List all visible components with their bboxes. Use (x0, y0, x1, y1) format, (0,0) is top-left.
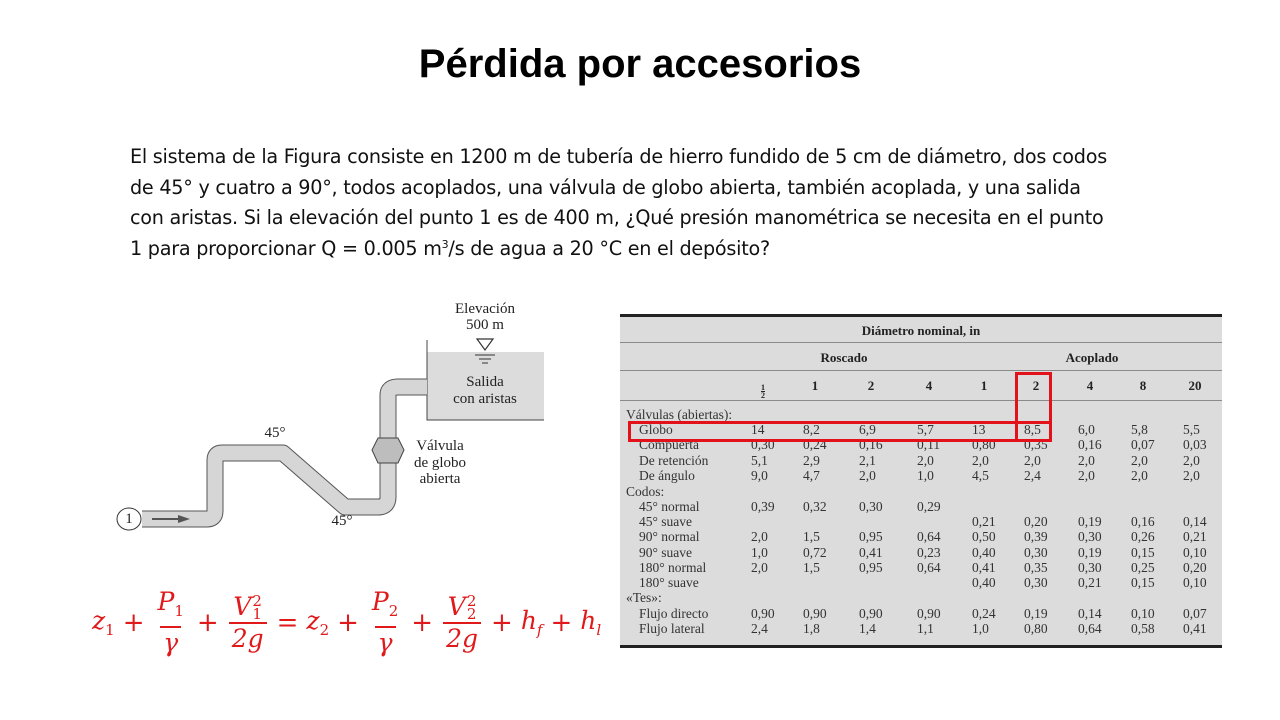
highlight-flanged-2in-column (1015, 372, 1052, 442)
problem-line: El sistema de la Figura consiste en 1200 m de tubería de hierro fundido de 5 cm de diámetro, dos codos (130, 145, 1107, 168)
eq-term-velocity-1: V 2 1 2g (229, 592, 267, 654)
row-label: Compuerta (639, 437, 699, 452)
table-cell: 2,1 (859, 453, 876, 468)
table-cell: 0,64 (1078, 621, 1102, 636)
problem-line: de 45° y cuatro a 90°, todos acoplados, una válvula de globo abierta, también acoplada, y una salida (130, 175, 1081, 199)
row-label: Globo (639, 422, 673, 437)
table-cell: 1,4 (859, 621, 876, 636)
table-cell: 0,10 (1183, 545, 1207, 560)
table-cell: 0,07 (1131, 437, 1155, 452)
table-cell: 6,9 (859, 422, 876, 437)
table-cell: 0,64 (917, 529, 941, 544)
problem-line: con aristas. Si la elevación del punto 1 es de 400 m, ¿Qué presión manométrica se necesita en el punto (130, 206, 1104, 229)
row-label: 180° normal (639, 560, 707, 575)
eq-term-friction-loss: $h_f$ (520, 606, 543, 639)
table-cell: 2,0 (1078, 453, 1095, 468)
table-cell: 0,90 (751, 606, 775, 621)
table-cell: 5,5 (1183, 422, 1200, 437)
table-cell: 2,0 (859, 468, 876, 483)
table-cell: 2,0 (1131, 453, 1148, 468)
table-cell: 2,0 (751, 529, 768, 544)
table-cell: 0,14 (1183, 514, 1207, 529)
loss-coefficient-table (620, 314, 1222, 648)
highlight-globo-row (628, 421, 1052, 442)
table-cell: 0,95 (859, 560, 883, 575)
table-cell: 2,0 (972, 453, 989, 468)
table-cell: 0,80 (1024, 621, 1048, 636)
table-cell: 0,39 (751, 499, 775, 514)
exit-label: Salida (466, 374, 504, 390)
table-cell: 0,24 (803, 437, 827, 452)
table-cell: 0,19 (1024, 606, 1048, 621)
size-header: 1 (980, 378, 988, 393)
row-label: 45° suave (639, 514, 693, 529)
table-cell: 0,10 (1183, 575, 1207, 590)
eq-term-pressure-2: $\frac{P_2}{\gamma}$ (371, 587, 399, 657)
table-cell: 5,8 (1131, 422, 1148, 437)
table-cell: 1,5 (803, 560, 820, 575)
valve-label: de globo (413, 455, 467, 471)
table-cell: 1,0 (972, 621, 989, 636)
table-cell: 0,41 (972, 560, 996, 575)
table-cell: 2,4 (1024, 468, 1041, 483)
table-cell: 0,16 (1078, 437, 1102, 452)
plus-sign: + (196, 607, 219, 638)
row-label: De ángulo (639, 468, 695, 483)
row-label: 180° suave (639, 575, 699, 590)
table-cell: 0,07 (1183, 606, 1207, 621)
table-cell: 0,30 (859, 499, 883, 514)
row-label: 45° normal (639, 499, 700, 514)
row-label: Flujo directo (639, 606, 709, 621)
table-cell: 0,11 (917, 437, 941, 452)
table-cell: 0,21 (1078, 575, 1102, 590)
table-cell: 0,41 (1183, 621, 1207, 636)
plus-sign: + (491, 607, 513, 638)
table-cell: 2,0 (1024, 453, 1041, 468)
table-cell: 4,7 (803, 468, 820, 483)
table-cell: 0,30 (1024, 545, 1048, 560)
valve-label: Válvula (416, 438, 464, 454)
energy-equation (92, 585, 601, 660)
table-cell: 0,29 (917, 499, 941, 514)
pipe-system-diagram (100, 295, 550, 545)
table-cell: 1,1 (917, 621, 934, 636)
table-cell: 0,35 (1024, 560, 1048, 575)
size-header: 1 (811, 378, 819, 393)
table-cell: 6,0 (1078, 422, 1095, 437)
table-cell: 1,8 (803, 621, 820, 636)
table-cell: 0,30 (751, 437, 775, 452)
table-cell: 1,0 (917, 468, 934, 483)
row-label: 90° suave (639, 545, 693, 560)
table-cell: 0,20 (1183, 560, 1207, 575)
plus-sign: + (411, 607, 434, 638)
elevation-label: Elevación (455, 301, 515, 317)
water-level-icon (477, 339, 493, 350)
table-cell: 0,30 (1078, 529, 1102, 544)
group-header-threaded: Roscado (820, 350, 868, 365)
size-header: 4 (925, 378, 933, 393)
table-cell: 0,21 (972, 514, 996, 529)
table-cell: 0,03 (1183, 437, 1207, 452)
elbow-angle-label: 45° (264, 425, 286, 441)
table-cell: 0,30 (1078, 560, 1102, 575)
table-cell: 0,90 (859, 606, 883, 621)
elevation-value: 500 m (466, 317, 504, 333)
table-cell: 2,0 (917, 453, 934, 468)
table-cell: 0,95 (859, 529, 883, 544)
table-cell: 2,0 (751, 560, 768, 575)
table-cell: 8,2 (803, 422, 820, 437)
eq-term-z2: $z_2$ (306, 606, 330, 639)
size-header: 8 (1139, 378, 1147, 393)
table-cell: 9,0 (751, 468, 768, 483)
table-cell: 1,5 (803, 529, 820, 544)
size-header: $\frac{1}{2}$ (761, 383, 765, 400)
table-cell: 5,7 (917, 422, 934, 437)
table-cell: 0,19 (1078, 514, 1102, 529)
table-cell: 0,40 (972, 575, 996, 590)
table-cell: 0,58 (1131, 621, 1155, 636)
size-header: 4 (1086, 378, 1094, 393)
table-cell: 0,32 (803, 499, 827, 514)
table-header-title: Diámetro nominal, in (861, 323, 981, 338)
table-cell: 0,24 (972, 606, 996, 621)
plus-sign: + (122, 607, 145, 638)
table-cell: 13 (972, 422, 986, 437)
table-cell: 0,64 (917, 560, 941, 575)
table-cell: 0,25 (1131, 560, 1155, 575)
plus-sign: + (337, 607, 359, 638)
table-cell: 2,0 (1078, 468, 1095, 483)
table-cell: 0,15 (1131, 545, 1155, 560)
eq-term-pressure-1: $\frac{P_1}{\gamma}$ (157, 587, 184, 657)
elbow-angle-label: 45° (331, 513, 353, 529)
table-cell: 0,16 (1131, 514, 1155, 529)
table-cell: 0,30 (1024, 575, 1048, 590)
table-cell: 2,0 (1131, 468, 1148, 483)
plus-sign: + (550, 607, 573, 638)
table-cell: 0,23 (917, 545, 941, 560)
table-cell: 0,15 (1131, 575, 1155, 590)
valve-label: abierta (419, 471, 461, 487)
equals-sign: = (276, 607, 299, 638)
table-cell: 0,35 (1024, 437, 1048, 452)
table-cell: 2,0 (1183, 468, 1200, 483)
row-label: 90° normal (639, 529, 700, 544)
table-cell: 0,14 (1078, 606, 1102, 621)
table-cell: 0,19 (1078, 545, 1102, 560)
table-cell: 0,50 (972, 529, 996, 544)
exit-label: con aristas (453, 391, 517, 407)
table-cell: 0,39 (1024, 529, 1048, 544)
table-cell: 2,0 (1183, 453, 1200, 468)
table-cell: 0,72 (803, 545, 827, 560)
table-cell: 0,80 (972, 437, 996, 452)
row-label: De retención (639, 453, 709, 468)
size-header: 2 (867, 378, 875, 393)
eq-term-z1: $z_1$ (92, 606, 115, 639)
table-cell: 5,1 (751, 453, 768, 468)
table-cell: 0,90 (917, 606, 941, 621)
table-cell: 0,41 (859, 545, 883, 560)
table-cell: 0,10 (1131, 606, 1155, 621)
table-cell: 0,21 (1183, 529, 1207, 544)
table-cell: 0,20 (1024, 514, 1048, 529)
problem-statement (130, 142, 1170, 264)
table-cell: 0,16 (859, 437, 883, 452)
superscript: 3 (441, 237, 449, 251)
problem-text: 1 para proporcionar Q = 0.005 m (130, 236, 442, 260)
eq-term-minor-loss: $h_l$ (580, 606, 602, 639)
table-cell: 14 (751, 422, 765, 437)
point-label: 1 (125, 511, 133, 527)
section-label-valves: Válvulas (abiertas): (626, 407, 733, 422)
section-label-elbows: Codos: (626, 484, 665, 499)
table-cell: 1,0 (751, 545, 768, 560)
table-cell: 0,26 (1131, 529, 1155, 544)
table-cell: 0,40 (972, 545, 996, 560)
size-header: 20 (1188, 378, 1202, 393)
table-cell: 2,4 (751, 621, 768, 636)
section-label-tees: «Tes»: (626, 590, 662, 605)
problem-text: /s de agua a 20 °C en el depósito? (448, 236, 770, 260)
problem-line (130, 234, 1170, 265)
table-cell: 0,90 (803, 606, 827, 621)
slide-title: Pérdida por accesorios (418, 42, 862, 86)
group-header-flanged: Acoplado (1065, 350, 1119, 365)
size-header: 2 (1032, 378, 1040, 393)
eq-term-velocity-2: V 2 2 2g (443, 592, 481, 654)
table-cell: 8,5 (1024, 422, 1041, 437)
table-cell: 4,5 (972, 468, 989, 483)
table-cell: 2,9 (803, 453, 820, 468)
row-label: Flujo lateral (639, 621, 705, 636)
